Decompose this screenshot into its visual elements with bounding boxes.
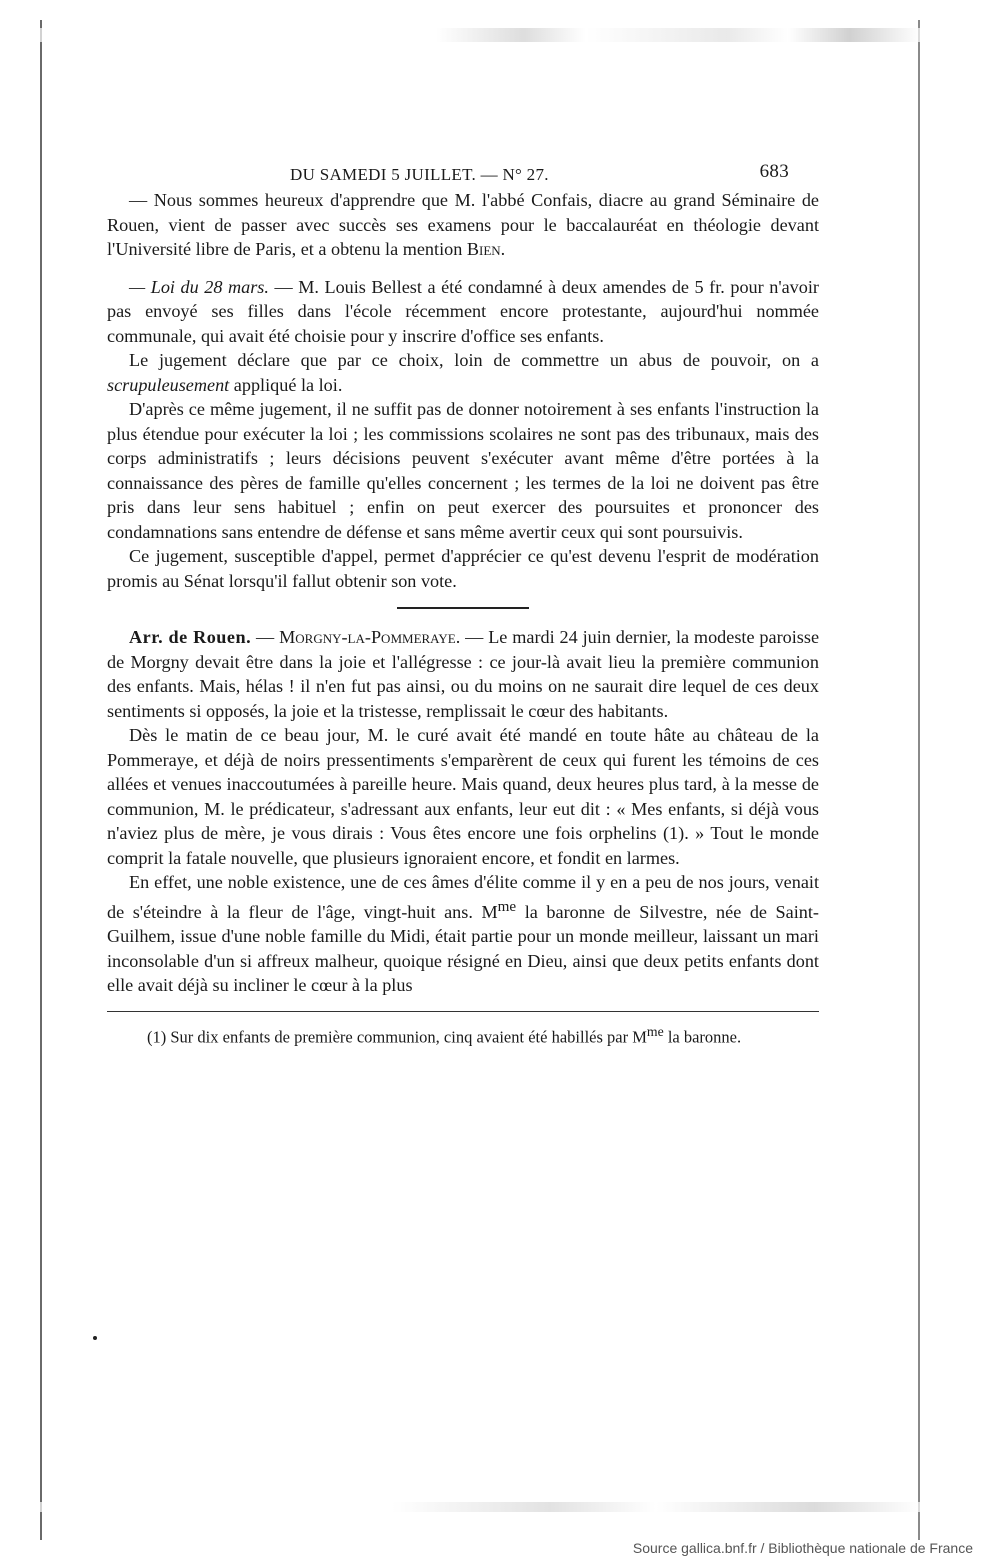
paragraph-text: — Le mardi 24 juin dernier, la modeste paroisse de Morgny devait être dans la joie et l'allégresse : ce jour-là avait lieu la première communion des enfants. Mais, hélas ! il n'en fut pas ainsi, ou du moins on ne saurait dire lequel de ces deux sentiments si opposés, la joie et la tristesse, remplissait le cœur des habitants.: [107, 627, 820, 721]
paragraph-text: la baronne de Silvestre, née de Saint-Guilhem, issue d'une noble famille du Midi, était partie pour un monde meilleur, laissant un mari inconsolable d'un si affreux malheur, quoique résigné en Dieu, ainsi que deux petits enfants dont elle avait déjà su incliner le cœur à la plus: [107, 901, 819, 996]
paragraph: Dès le matin de ce beau jour, M. le curé avait été mandé en toute hâte au château de la Pommeraye, et déjà de noirs pressentiments s'emparèrent de ceux qui furent les témoins de ces allées et venues inaccoutumées à pareille heure. Mais quand, deux heures plus tard, à la messe de communion, M. le prédicateur, s'adressant aux enfants, leur eut dit : « Mes enfants, si déjà vous n'aviez plus de mère, je vous dirais : Vous êtes encore une fois orphelins (1). » Tout le monde comprit la fatale nouvelle, que plusieurs ignoraient encore, et fondit en larmes.: [107, 725, 819, 868]
paragraph-text: appliqué la loi.: [229, 374, 343, 395]
scan-speck: [93, 1336, 97, 1340]
source-credit: Source gallica.bnf.fr / Bibliothèque nationale de France: [632, 1540, 973, 1556]
scan-bottom-edge: [40, 1502, 920, 1512]
paragraph: [107, 348, 819, 397]
article-lead: — Loi du 28 mars.: [129, 276, 269, 297]
paragraph: Ce jugement, susceptible d'appel, permet d'apprécier ce qu'est devenu l'esprit de modération promis au Sénat lorsqu'il fallut obtenir son vote.: [107, 546, 819, 591]
footnote-text: (1) Sur dix enfants de première communion, cinq avaient été habillés par M: [147, 1027, 647, 1047]
page-number: 683: [759, 161, 789, 182]
superscript: me: [646, 1023, 664, 1039]
paragraph: [107, 870, 819, 998]
running-head: [107, 160, 819, 188]
scan-top-edge: [40, 28, 920, 42]
footnote-text: la baronne.: [663, 1027, 742, 1047]
paragraph-text: Le jugement déclare que par ce choix, loin de commettre un abus de pouvoir, on a: [129, 350, 819, 370]
footnote-rule: [107, 1011, 819, 1012]
section-divider: [397, 607, 529, 609]
paragraph-text: — Nous sommes heureux d'apprendre que M. l'abbé Confais, diacre au grand Séminaire de Rouen, vient de passer avec succès ses examens pour le baccalauréat en théologie devant l'Université libre de Paris, et a obtenu la mention: [107, 190, 819, 259]
article-abbe-confais: [107, 188, 819, 262]
article-loi-28-mars: [107, 275, 819, 349]
footnote: [107, 1021, 819, 1049]
paragraph-text: En effet, une noble existence, une de ces âmes d'élite comme il y en a peu de nos jours, venait de s'éteindre à la fleur de l'âge, vingt-huit ans. M: [107, 872, 819, 922]
place-name: Morgny-la-Pommeraye.: [279, 627, 461, 647]
running-title: DU SAMEDI 5 JUILLET. — N° 27.: [290, 165, 549, 184]
emphasis-text: scrupuleusement: [107, 374, 230, 395]
section-heading: Arr. de Rouen.: [129, 627, 252, 647]
mention-text: Bien.: [466, 239, 506, 259]
superscript: me: [497, 897, 517, 915]
document-page: [107, 160, 819, 1048]
paragraph-text: — M. Louis Bellest a été condamné à deux amendes de 5 fr. pour n'avoir pas envoyé ses filles dans l'école récemment encore protestante, aujourd'hui nommée communale, qui avait été choisie pour y inscrire d'office ses enfants.: [107, 276, 819, 346]
paragraph: D'après ce même jugement, il ne suffit pas de donner notoirement à ses enfants l'instruction la plus étendue pour exécuter la loi ; les commissions scolaires ne sont pas des tribunaux, mais des corps administratifs ; leurs décisions peuvent s'exécuter avant même d'être portées à la connaissance des pères de famille qu'elles concernent ; les termes de la loi ne doivent pas être pris dans leur sens habituel ; enfin on peut exercer des poursuites et prononcer des condamnations sans entendre de défense et sans même avertir ceux qui sont poursuivis.: [107, 399, 819, 542]
article-morgny: Arr. de Rouen. — Morgny-la-Pommeraye. — Le mardi 24 juin dernier, la modeste paroisse de Morgny devait être dans la joie et l'allégresse : ce jour-là avait lieu la première communion des enfants. Mais, hélas ! il n'en fut pas ainsi, ou du moins on ne saurait dire lequel de ces deux sentiments si opposés, la joie et la tristesse, remplissait le cœur des habitants.: [107, 627, 820, 721]
